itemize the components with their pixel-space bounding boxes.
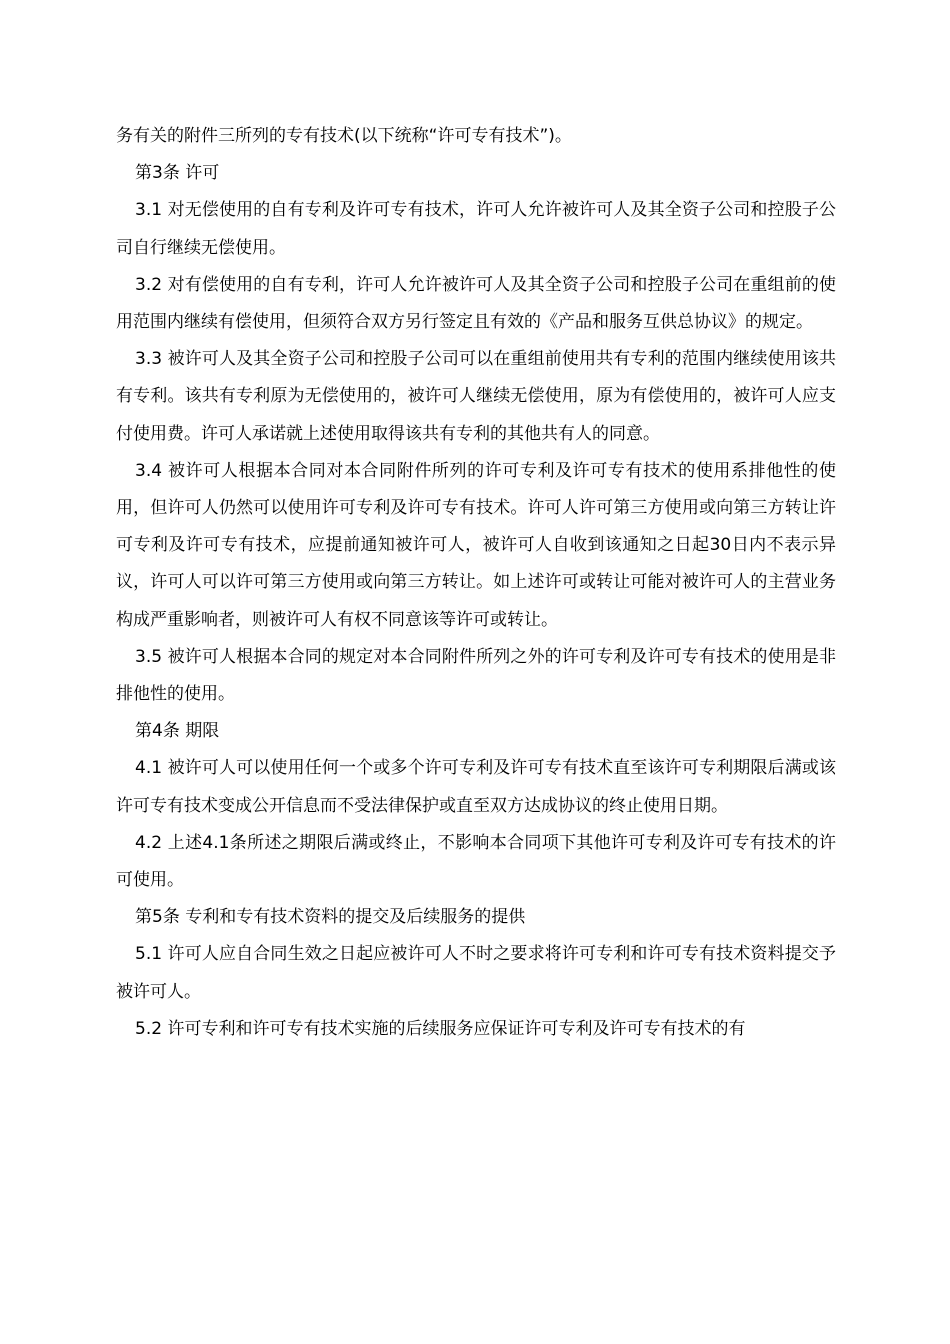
clause-5-1: 5.1 许可人应自合同生效之日起应被许可人不时之要求将许可专利和许可专有技术资料提交予被许可人。 xyxy=(116,944,836,1002)
clause-4-1: 4.1 被许可人可以使用任何一个或多个许可专利及许可专有技术直至该许可专利期限后满或该许可专有技术变成公开信息而不受法律保护或直至双方达成协议的终止使用日期。 xyxy=(116,758,836,816)
clause-5-2: 5.2 许可专利和许可专有技术实施的后续服务应保证许可专利及许可专有技术的有 xyxy=(135,1018,746,1039)
clause-3-4: 3.4 被许可人根据本合同对本合同附件所列的许可专利及许可专有技术的使用系排他性的使用，但许可人仍然可以使用许可专利及许可专有技术。许可人许可第三方使用或向第三方转让许可专利及许可专有技术，应提前通知被许可人，被许可人自收到该通知之日起30日内不表示异议，许可人可以许可第三方使用或向第三方转让。如上述许可或转让可能对被许可人的主营业务构成严重影响者，则被许可人有权不同意该等许可或转让。 xyxy=(116,460,836,630)
clause-3-2: 3.2 对有偿使用的自有专利，许可人允许被许可人及其全资子公司和控股子公司在重组前的使用范围内继续有偿使用，但须符合双方另行签定且有效的《产品和服务互供总协议》的规定。 xyxy=(116,274,836,333)
article-3-heading: 第3条 许可 xyxy=(135,163,220,184)
document-page xyxy=(116,118,836,1048)
article-4-heading: 第4条 期限 xyxy=(135,721,220,742)
clause-3-1: 3.1 对无偿使用的自有专利及许可专有技术，许可人允许被许可人及其全资子公司和控股子公司自行继续无偿使用。 xyxy=(116,200,836,258)
paragraph-continuation: 务有关的附件三所列的专有技术(以下统称“许可专有技术”)。 xyxy=(116,126,572,146)
clause-3-3: 3.3 被许可人及其全资子公司和控股子公司可以在重组前使用共有专利的范围内继续使用该共有专利。该共有专利原为无偿使用的，被许可人继续无偿使用，原为有偿使用的，被许可人应支付使用费。许可人承诺就上述使用取得该共有专利的其他共有人的同意。 xyxy=(116,349,836,444)
article-5-heading: 第5条 专利和专有技术资料的提交及后续服务的提供 xyxy=(135,907,526,928)
clause-4-2: 4.2 上述4.1条所述之期限后满或终止，不影响本合同项下其他许可专利及许可专有技术的许可使用。 xyxy=(116,832,836,891)
clause-3-5: 3.5 被许可人根据本合同的规定对本合同附件所列之外的许可专利及许可专有技术的使用是非排他性的使用。 xyxy=(116,646,836,705)
